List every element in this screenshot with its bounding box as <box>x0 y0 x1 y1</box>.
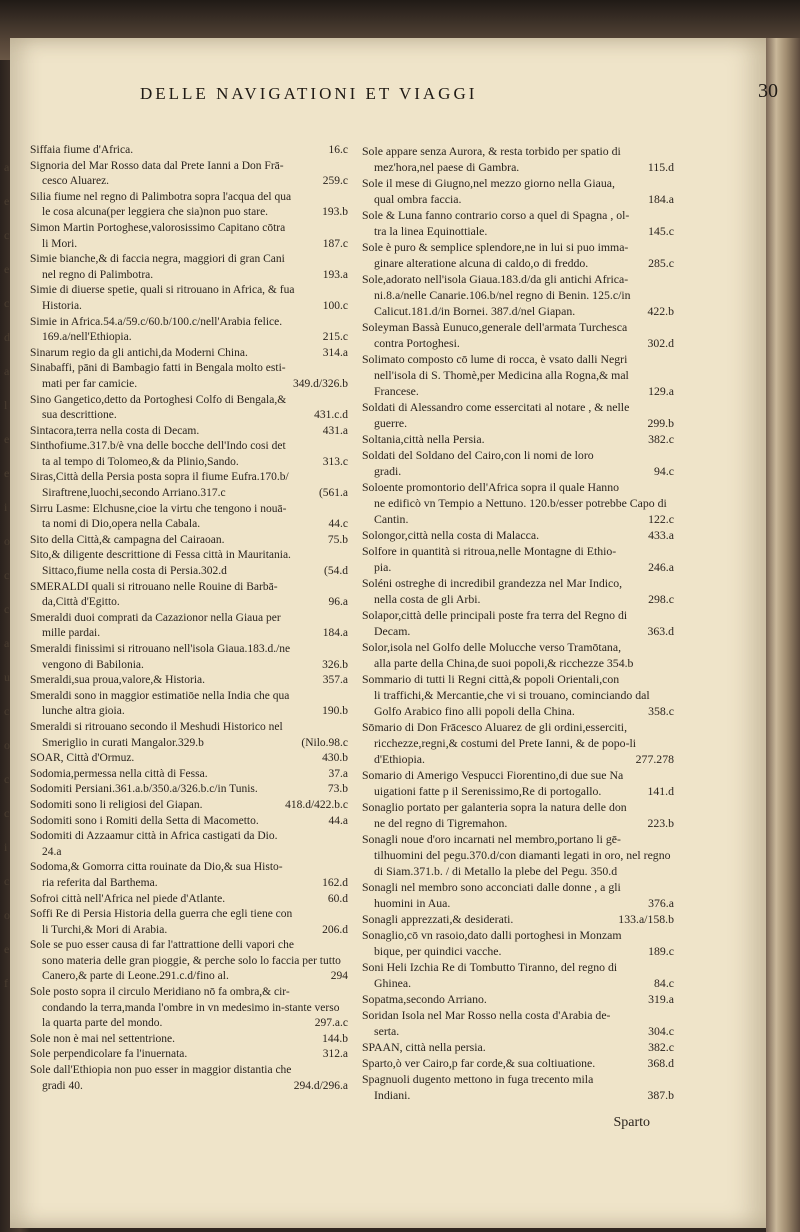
index-entry <box>362 719 674 767</box>
entry-continuation: ginare alteratione alcuna di caldo,o di freddo. 285.c <box>374 256 674 270</box>
index-entry <box>362 607 674 639</box>
index-entry <box>362 767 674 799</box>
index-entry <box>30 611 348 642</box>
gutter-mark: a <box>4 636 10 650</box>
gutter-mark: d <box>4 330 10 344</box>
entry-continuation: tilhuomini del pegu.370.d/con diamanti legati in oro, nel regno di Siam.371.b. / di Metallo la plebe del Pegu. 350.d <box>374 848 671 878</box>
page-reference: 294.d/296.a <box>293 1079 348 1092</box>
page-reference: 382.c <box>648 432 674 446</box>
entry-text: Simon Martin Portoghese,valorosissimo Capitano cōtra <box>30 221 286 234</box>
gutter-mark: c <box>4 874 10 888</box>
index-entry <box>362 543 674 575</box>
entry-continuation: guerre. 299.b <box>374 416 674 430</box>
index-entry <box>30 782 348 798</box>
index-entry <box>30 860 348 891</box>
index-entry <box>362 991 674 1007</box>
entry-continuation: 169.a/nell'Ethiopia. 215.c <box>30 330 348 346</box>
entry-continuation: condando la terra,manda l'ombre in vn medesimo in-stante verso la quarta parte del mondo. 297.a.c <box>30 1001 348 1032</box>
entry-text: Smeraldi si ritrouano secondo il Meshudi Historico nel <box>30 720 283 733</box>
running-header: DELLE NAVIGATIONI ET VIAGGI <box>140 84 478 103</box>
entry-continuation: alla parte della China,de suoi popoli,& ricchezze 354.b <box>374 656 634 670</box>
entry-text: Solfore in quantità si ritroua,nelle Montagne di Ethio- <box>362 544 617 558</box>
page-reference: 376.a <box>648 896 674 910</box>
gutter-mark: o <box>4 908 10 922</box>
index-entry <box>30 829 348 860</box>
page-reference: 294 <box>330 970 348 983</box>
entry-text: Sito,& diligente descrittione di Fessa città in Mauritania. <box>30 549 291 562</box>
entry-continuation: ta al tempo di Tolomeo,& da Plinio,Sando. 313.c <box>30 455 348 471</box>
entry-text: Soltania,città nella Persia. <box>362 432 485 446</box>
entry-continuation: qual ombra faccia. 184.a <box>374 192 674 206</box>
index-entry <box>362 1039 674 1055</box>
index-entry <box>362 1007 674 1039</box>
gutter-mark: i <box>4 840 8 854</box>
page-reference: 422.b <box>647 304 674 318</box>
page-edges <box>766 38 800 1232</box>
index-entry <box>362 271 674 319</box>
index-entry <box>362 319 674 351</box>
entry-text: Sole perpendicolare fa l'inuernata. <box>30 1048 188 1061</box>
entry-continuation: Decam. 363.d <box>374 624 674 638</box>
page-reference: 223.b <box>647 816 674 830</box>
page-reference: 187.c <box>322 237 348 250</box>
entry-text: Solongor,città nella costa di Malacca. <box>362 528 540 542</box>
entry-continuation: ricchezze,regni,& costumi del Prete Ianni, & de popo-li d'Ethiopia. 277.278 <box>374 736 674 766</box>
gutter-mark: e <box>4 942 10 956</box>
index-entry <box>362 639 674 671</box>
entry-text: Sole non è mai nel settentrione. <box>30 1032 175 1045</box>
entry-text: Sole il mese di Giugno,nel mezzo giorno nella Giaua, <box>362 176 615 190</box>
index-entry <box>362 1071 674 1103</box>
entry-continuation: 24.a <box>42 845 62 858</box>
page-reference: (54.d <box>324 565 348 578</box>
entry-continuation: da,Città d'Egitto. 96.a <box>30 595 348 611</box>
page-reference: 133.a/158.b <box>618 912 674 926</box>
page-reference: 349.d/326.b <box>293 377 348 390</box>
entry-continuation: Historia. 100.c <box>30 299 348 315</box>
entry-text: Sommario di tutti li Regni città,& popoli Orientali,con <box>362 672 620 686</box>
page-reference: 193.b <box>322 206 348 219</box>
index-entry <box>30 533 348 549</box>
entry-text: Sopatma,secondo Arriano. <box>362 992 487 1006</box>
entry-continuation: mati per far camicie. 349.d/326.b <box>30 377 348 393</box>
entry-text: Sparto,ò ver Cairo,p far corde,& sua coltiuatione. <box>362 1056 596 1070</box>
index-entry <box>30 502 348 533</box>
page-reference: 44.c <box>328 518 348 531</box>
entry-continuation: cesco Aluarez. 259.c <box>30 174 348 190</box>
gutter-mark: f <box>4 976 8 990</box>
entry-text: Silia fiume nel regno di Palimbotra sopra l'acqua del qua <box>30 190 292 203</box>
index-entry <box>30 252 348 283</box>
page-reference: 129.a <box>648 384 674 398</box>
entry-text: Soridan Isola nel Mar Rosso nella costa d'Arabia de- <box>362 1008 611 1022</box>
index-entry <box>30 642 348 673</box>
entry-text: Sofroi città nell'Africa nel piede d'Atlante. <box>30 892 226 905</box>
index-entry <box>30 767 348 783</box>
index-entry <box>362 1055 674 1071</box>
index-entry <box>30 346 348 362</box>
page-reference: 298.c <box>648 592 674 606</box>
page-reference: 363.d <box>647 624 674 638</box>
entry-continuation: serta. 304.c <box>374 1024 674 1038</box>
page-reference: 285.c <box>648 256 674 270</box>
index-entry <box>30 1047 348 1063</box>
entry-text: Sirru Lasme: Elchusne,cioe la virtu che tengono i nouā- <box>30 502 287 515</box>
gutter-mark: c <box>4 296 10 310</box>
entry-text: Solimato composto cō lume di rocca, è vsato dalli Negri <box>362 352 628 366</box>
gutter-marks <box>4 150 20 1110</box>
index-entry <box>362 239 674 271</box>
index-entry <box>30 1032 348 1048</box>
page-reference: 162.d <box>322 876 348 889</box>
page-reference: 141.d <box>647 784 674 798</box>
page-reference: 259.c <box>322 175 348 188</box>
page-reference: 319.a <box>648 992 674 1006</box>
gutter-mark: e <box>4 466 10 480</box>
entry-continuation: gradi 40. 294.d/296.a <box>30 1079 348 1095</box>
gutter-mark: u <box>4 670 10 684</box>
entry-continuation: pia. 246.a <box>374 560 674 574</box>
index-entry <box>362 447 674 479</box>
page-reference: 314.a <box>322 346 348 359</box>
page-reference: 16.c <box>328 144 348 156</box>
index-entry <box>30 673 348 689</box>
page-reference: (Nilo.98.c <box>301 736 348 749</box>
entry-continuation: mille pardai. 184.a <box>30 626 348 642</box>
entry-text: Sonagli nel membro sono acconciati dalle donne , a gli <box>362 880 621 894</box>
entry-text: Sōmario di Don Frācesco Aluarez de gli ordini,esserciti, <box>362 720 628 734</box>
index-entry <box>362 831 674 879</box>
entry-continuation: bique, per quindici vacche. 189.c <box>374 944 674 958</box>
entry-continuation: mez'hora,nel paese di Gambra. 115.d <box>374 160 674 174</box>
page-reference: 431.a <box>322 424 348 437</box>
page-reference: 387.b <box>647 1088 674 1102</box>
page-reference: 190.b <box>322 705 348 718</box>
entry-text: Sodomiti sono i Romiti della Setta di Macometto. <box>30 814 259 827</box>
index-entry <box>30 892 348 908</box>
entry-continuation: Smeriglio in curati Mangalor.329.b (Nilo.98.c <box>30 736 348 752</box>
entry-continuation: contra Portoghesi. 302.d <box>374 336 674 350</box>
index-entry <box>30 393 348 424</box>
entry-text: Spagnuoli dugento mettono in fuga trecento mila <box>362 1072 594 1086</box>
entry-text: Sonaglio,cō vn rasoio,dato dalli portoghesi in Monzam <box>362 928 622 942</box>
index-entry <box>362 207 674 239</box>
page-reference: 382.c <box>648 1040 674 1054</box>
entry-continuation: Ghinea. 84.c <box>374 976 674 990</box>
index-entry <box>30 814 348 830</box>
entry-continuation: sua descrittione. 431.c.d <box>30 408 348 424</box>
page-reference: 60.d <box>327 892 348 905</box>
index-entry <box>30 798 348 814</box>
entry-text: Sole & Luna fanno contrario corso a quel di Spagna , ol- <box>362 208 630 222</box>
gutter-mark: o <box>4 738 10 752</box>
entry-continuation: ne del regno di Tigremahon. 223.b <box>374 816 674 830</box>
page-reference: 94.c <box>654 464 674 478</box>
entry-text: Soléni ostreghe di incredibil grandezza nel Mar Indico, <box>362 576 623 590</box>
index-entry <box>362 879 674 911</box>
entry-text: Solor,isola nel Golfo delle Molucche verso Tramōtana, <box>362 640 622 654</box>
index-column-right <box>362 143 674 1103</box>
entry-text: Sino Gangetico,detto da Portoghesi Colfo di Bengala,& <box>30 393 287 406</box>
page-reference: 215.c <box>322 331 348 344</box>
entry-continuation: nel regno di Palimbotra. 193.a <box>30 268 348 284</box>
entry-continuation: nell'isola di S. Thomè,per Medicina alla Rogna,& mal Francese. 129.a <box>374 368 674 398</box>
index-entry <box>30 221 348 252</box>
entry-continuation: vengono di Babilonia. 326.b <box>30 658 348 674</box>
entry-text: Smeraldi finissimi si ritrouano nell'isola Giaua.183.d./ne <box>30 643 291 655</box>
page-reference: 189.c <box>648 944 674 958</box>
page-reference: 184.a <box>648 192 674 206</box>
page-reference: 37.a <box>328 767 348 780</box>
entry-continuation: ta nomi di Dio,opera nella Cabala. 44.c <box>30 517 348 533</box>
index-entry <box>362 399 674 431</box>
page-number: 30 <box>758 80 778 102</box>
entry-text: Solapor,città delle principali poste fra terra del Regno di <box>362 608 628 622</box>
gutter-mark: e <box>4 262 10 276</box>
index-column-left <box>30 143 348 1094</box>
entry-continuation: ria referita dal Barthema. 162.d <box>30 876 348 892</box>
entry-text: Siffaia fiume d'Africa. <box>30 144 134 156</box>
entry-text: Sodomia,permessa nella città di Fessa. <box>30 767 208 780</box>
gutter-mark: c <box>4 772 10 786</box>
gutter-mark: e <box>4 194 10 208</box>
entry-continuation: lunche altra gioia. 190.b <box>30 704 348 720</box>
entry-text: Sodomiti di Azzaamur città in Africa castigati da Dio. <box>30 830 278 843</box>
gutter-mark: o <box>4 534 10 548</box>
entry-continuation: li Turchi,& Mori di Arabia. 206.d <box>30 923 348 939</box>
entry-continuation: Sittaco,fiume nella costa di Persia.302.d (54.d <box>30 564 348 580</box>
page-reference: 246.a <box>648 560 674 574</box>
entry-continuation: li Mori. 187.c <box>30 237 348 253</box>
entry-text: Sinabaffi, pāni di Bambagio fatti in Bengala molto esti- <box>30 362 286 375</box>
page-reference: 75.b <box>327 533 348 546</box>
index-entry <box>362 527 674 543</box>
index-entry <box>30 985 348 1032</box>
entry-continuation: nella costa de gli Arbi. 298.c <box>374 592 674 606</box>
page-reference: 430.b <box>322 752 348 765</box>
index-entry <box>362 351 674 399</box>
entry-text: Simie in Africa.54.a/59.c/60.b/100.c/nell'Arabia felice. <box>30 315 283 328</box>
page-reference: 418.d/422.b.c <box>285 798 348 811</box>
entry-text: Simie di diuerse spetie, quali si ritrouano in Africa, & fua <box>30 284 295 297</box>
entry-continuation: ne edificò vn Tempio a Nettuno. 120.b/esser potrebbe Capo di Cantin. 122.c <box>374 496 674 526</box>
index-entry <box>362 431 674 447</box>
page-reference: 368.d <box>647 1056 674 1070</box>
page-reference: 184.a <box>322 627 348 640</box>
entry-continuation: li traffichi,& Mercantie,che vi si trouano, cominciando dal Golfo Arabico fino alli popoli della China. 358.c <box>374 688 674 718</box>
entry-text: Sito della Città,& campagna del Cairaoan. <box>30 533 225 546</box>
entry-text: Soleyman Bassà Eunuco,generale dell'armata Turchesca <box>362 320 628 334</box>
entry-text: SMERALDI quali si ritrouano nelle Rouine di Barbā- <box>30 580 278 593</box>
gutter-mark: c <box>4 806 10 820</box>
entry-text: Sodomiti Persiani.361.a.b/350.a/326.b.c/in Tunis. <box>30 783 258 796</box>
page-reference: (561.a <box>318 487 348 500</box>
index-entry <box>30 439 348 470</box>
page-reference: 84.c <box>654 976 674 990</box>
index-entry <box>30 548 348 579</box>
page-reference: 304.c <box>648 1024 674 1038</box>
index-entry <box>30 283 348 314</box>
entry-text: Sole dall'Ethiopia non puo esser in maggior distantia che <box>30 1064 292 1077</box>
entry-text: Siras,Città della Persia posta sopra il fiume Eufra.170.b/ <box>30 471 289 484</box>
gutter-mark: e <box>4 432 10 446</box>
index-entry <box>362 175 674 207</box>
entry-text: Smeraldi sono in maggior estimatiōe nella India che qua <box>30 689 290 702</box>
entry-text: Sinarum regio da gli antichi,da Moderni China. <box>30 346 248 359</box>
index-entry <box>30 143 348 159</box>
gutter-mark: c <box>4 568 10 582</box>
page-reference: 302.d <box>647 336 674 350</box>
entry-continuation: ni.8.a/nelle Canarie.106.b/nel regno di Benin. 125.c/in Calicut.181.d/in Bornei. 387.d/nel Giapan. 422.b <box>374 288 674 318</box>
gutter-mark: a <box>4 160 10 174</box>
catchword: Sparto <box>613 1115 650 1130</box>
index-entry <box>30 689 348 720</box>
index-entry <box>362 927 674 959</box>
gutter-mark: l <box>4 398 8 412</box>
index-entry <box>30 1063 348 1094</box>
entry-continuation: Indiani. 387.b <box>374 1088 674 1102</box>
index-entry <box>362 799 674 831</box>
index-entry <box>30 424 348 440</box>
page-reference: 431.c.d <box>314 409 348 422</box>
index-entry <box>30 190 348 221</box>
entry-text: Sonagli noue d'oro incarnati nel membro,portano li gē- <box>362 832 621 846</box>
page-reference: 357.a <box>322 674 348 687</box>
page-reference: 277.278 <box>635 752 674 766</box>
index-entry <box>362 959 674 991</box>
page-reference: 433.a <box>648 528 674 542</box>
index-entry <box>30 751 348 767</box>
entry-text: Sonaglio portato per galanteria sopra la natura delle don <box>362 800 627 814</box>
entry-text: Smeraldi duoi comprati da Cazazionor nella Giaua per <box>30 611 281 624</box>
entry-continuation: uigationi fatte p il Serenissimo,Re di portogallo. 141.d <box>374 784 674 798</box>
entry-text: Sodomiti sono li religiosi del Giapan. <box>30 798 203 811</box>
entry-text: Sole,adorato nell'isola Giaua.183.d/da gli antichi Africa- <box>362 272 629 286</box>
entry-text: Soldati del Soldano del Cairo,con li nomi de loro <box>362 448 594 462</box>
entry-text: Somario di Amerigo Vespucci Fiorentino,di due sue Na <box>362 768 624 782</box>
entry-text: Sonagli apprezzati,& desiderati. <box>362 912 514 926</box>
entry-text: Sole è puro & semplice splendore,ne in lui si puo imma- <box>362 240 629 254</box>
page-reference: 312.a <box>322 1048 348 1061</box>
index-entry <box>30 470 348 501</box>
entry-text: Sodoma,& Gomorra citta rouinate da Dio,& sua Histo- <box>30 861 283 874</box>
gutter-mark: a <box>4 364 10 378</box>
page-reference: 144.b <box>322 1032 348 1045</box>
page-reference: 96.a <box>328 596 348 609</box>
page-reference: 145.c <box>648 224 674 238</box>
gutter-mark: c <box>4 602 10 616</box>
entry-text: Soldati di Alessandro come essercitati al notare , & nelle <box>362 400 630 414</box>
page-reference: 193.a <box>322 268 348 281</box>
index-entry <box>362 671 674 719</box>
entry-text: Sole posto sopra il circulo Meridiano nō fa ombra,& cir- <box>30 986 290 999</box>
gutter-mark: c <box>4 704 10 718</box>
page-reference: 313.c <box>322 455 348 468</box>
gutter-mark: i <box>4 500 8 514</box>
entry-text: Signoria del Mar Rosso data dal Prete Ianni a Don Frā- <box>30 159 284 172</box>
page-reference: 115.d <box>647 160 674 174</box>
entry-continuation: huomini in Aua. 376.a <box>374 896 674 910</box>
page-reference: 358.c <box>648 704 674 718</box>
index-entry <box>30 580 348 611</box>
entry-text: Simie bianche,& di faccia negra, maggiori di gran Cani <box>30 253 285 266</box>
entry-text: Smeraldi,sua proua,valore,& Historia. <box>30 674 206 687</box>
index-entry <box>362 479 674 527</box>
entry-text: SOAR, Città d'Ormuz. <box>30 752 135 765</box>
index-entry <box>30 720 348 751</box>
entry-continuation: Siraftrene,luochi,secondo Arriano.317.c (561.a <box>30 486 348 502</box>
page-reference: 326.b <box>322 658 348 671</box>
page-reference: 206.d <box>322 923 348 936</box>
index-entry <box>30 938 348 985</box>
page-reference: 297.a.c <box>314 1017 348 1030</box>
page-reference: 299.b <box>647 416 674 430</box>
page-reference: 44.a <box>328 814 348 827</box>
entry-text: Soni Heli Izchia Re di Tombutto Tiranno, del regno di <box>362 960 618 974</box>
entry-text: Sintacora,terra nella costa di Decam. <box>30 424 200 437</box>
entry-text: SPAAN, città nella persia. <box>362 1040 486 1054</box>
entry-continuation: gradi. 94.c <box>374 464 674 478</box>
page-reference: 73.b <box>327 783 348 796</box>
index-entry <box>362 911 674 927</box>
index-entry <box>30 315 348 346</box>
page-reference: 122.c <box>648 512 674 526</box>
entry-continuation: sono materia delle gran pioggie, & perche solo lo faccia per tutto Canero,& parte di Leone.291.c.d/fino al. 294 <box>30 954 348 985</box>
index-entry <box>30 159 348 190</box>
index-entry <box>362 575 674 607</box>
entry-continuation: le cosa alcuna(per leggiera che sia)non puo stare. 193.b <box>30 205 348 221</box>
entry-text: Sinthofiume.317.b/è vna delle bocche dell'Indo cosi det <box>30 440 286 453</box>
gutter-mark: c <box>4 228 10 242</box>
entry-continuation: tra la linea Equinottiale. 145.c <box>374 224 674 238</box>
index-entry <box>30 361 348 392</box>
page-reference: 100.c <box>322 299 348 312</box>
entry-text: Soloente promontorio dell'Africa sopra il quale Hanno <box>362 480 620 494</box>
index-entry <box>362 143 674 175</box>
index-entry <box>30 907 348 938</box>
entry-text: Soffi Re di Persia Historia della guerra che egli tiene con <box>30 908 293 921</box>
entry-text: Sole appare senza Aurora, & resta torbido per spatio di <box>362 144 621 158</box>
entry-text: Sole se puo esser causa di far l'attrattione delli vapori che <box>30 939 294 952</box>
